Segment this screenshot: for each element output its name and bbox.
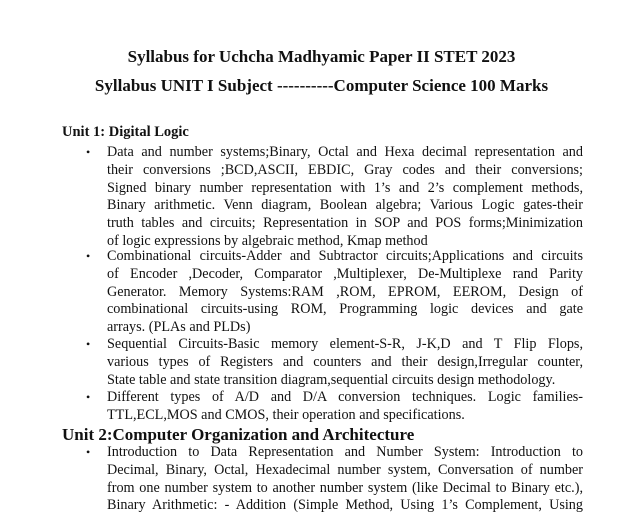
- bullet-icon: •: [86, 390, 91, 404]
- text-line: arrays. (PLAs and PLDs): [107, 319, 251, 336]
- text-line: State table and state transition diagram,sequential circuits design methodology.: [107, 371, 556, 388]
- bullet-icon: •: [86, 145, 91, 159]
- text-line: Binary arithmetic. Venn diagram, Boolean algebra; Various Logic gates-their: [107, 197, 583, 214]
- text-line: Generator. Memory Systems:RAM ,ROM, EPROM, EEROM, Design of: [107, 283, 583, 300]
- text-line: various types of Registers and counters and their design,Irregular counter,: [107, 353, 583, 370]
- text-line: Combinational circuits-Adder and Subtractor circuits;Applications and circuits: [107, 248, 583, 264]
- unit-2-heading: Unit 2:Computer Organization and Architecture: [62, 425, 415, 444]
- unit-1-bullet-1: [86, 144, 583, 251]
- unit-1-bullet-4: [86, 389, 583, 425]
- text-line: of Encoder ,Decoder, Comparator ,Multiplexer, De-Multiplexe rand Parity: [107, 265, 583, 282]
- text-line: truth tables and circuits; Representation in SOP and POS forms;Minimization: [107, 215, 583, 232]
- document-title: Syllabus for Uchcha Madhyamic Paper II STET 2023: [127, 47, 516, 66]
- text-line: their conversions ;BCD,ASCII, EBDIC, Gray codes and their conversions;: [107, 161, 583, 178]
- unit-1-bullet-2: [86, 248, 583, 337]
- bullet-icon: •: [86, 445, 91, 459]
- bullet-icon: •: [86, 249, 91, 263]
- text-line: TTL,ECL,MOS and CMOS, their operation and specifications.: [107, 406, 465, 423]
- unit-1-heading: Unit 1: Digital Logic: [62, 124, 189, 140]
- text-line: from one number system to another number system (like Decimal to Binary etc.),: [107, 479, 583, 496]
- unit-2-bullet-1: [86, 444, 583, 515]
- text-line: of logic expressions by algebraic method, Kmap method: [107, 232, 428, 249]
- text-line: Binary Arithmetic: - Addition (Simple Method, Using 1’s Complement, Using: [107, 497, 583, 514]
- document-subtitle: Syllabus UNIT I Subject ----------Computer Science 100 Marks: [94, 76, 549, 95]
- text-line: combinational circuits-using ROM, Programming logic devices and gate: [107, 301, 583, 318]
- text-line: Introduction to Data Representation and Number System: Introduction to: [107, 444, 583, 460]
- text-line: Signed binary number representation with 1’s and 2’s complement methods,: [107, 179, 583, 196]
- text-line: Decimal, Binary, Octal, Hexadecimal number system, Conversation of number: [107, 461, 583, 478]
- bullet-icon: •: [86, 337, 91, 351]
- unit-1-bullet-3: [86, 336, 583, 389]
- text-line: Different types of A/D and D/A conversion techniques. Logic families-: [107, 389, 583, 405]
- text-line: Data and number systems;Binary, Octal and Hexa decimal representation and: [107, 144, 583, 160]
- text-line: Sequential Circuits-Basic memory element-S-R, J-K,D and T Flip Flops,: [107, 336, 583, 352]
